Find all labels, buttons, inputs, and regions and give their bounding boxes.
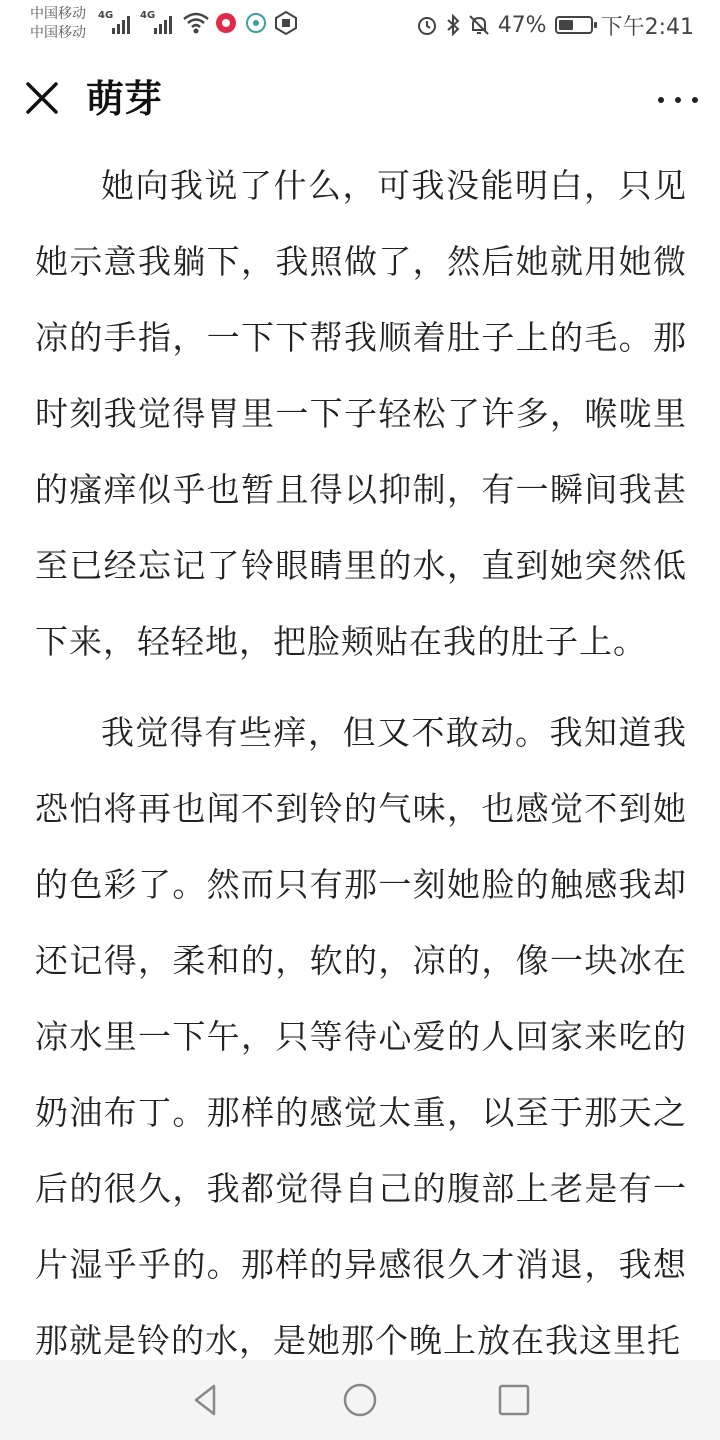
- article-paragraph: 她向我说了什么，可我没能明白，只见她示意我躺下，我照做了，然后她就用她微凉的手指，一下下帮我顺着肚子上的毛。那时刻我觉得胃里一下子轻松了许多，喉咙里的瘙痒似乎也暂且得以抑制，有一瞬间我甚至已经忘记了铃眼睛里的水，直到她突然低下来，轻轻地，把脸颊贴在我的肚子上。: [35, 166, 687, 661]
- status-right-group: [416, 10, 694, 40]
- battery-percent: 47%: [497, 12, 547, 38]
- app-notification-icon: [274, 10, 298, 36]
- network-2-label: 4G: [140, 10, 156, 21]
- more-icon: [658, 97, 664, 103]
- app-notification-icon: [214, 10, 238, 36]
- close-button[interactable]: [22, 78, 62, 118]
- carrier-2-label: 中国移动: [30, 25, 86, 41]
- recents-icon[interactable]: [494, 1380, 534, 1420]
- carrier-info: [30, 5, 86, 43]
- alarm-icon: [416, 14, 438, 36]
- bluetooth-icon: [446, 14, 460, 36]
- signal-icon: [142, 12, 174, 34]
- mute-icon: [468, 14, 490, 36]
- carrier-1-label: 中国移动: [30, 6, 86, 22]
- battery-icon: [555, 16, 593, 34]
- system-nav-bar: [0, 1360, 720, 1440]
- back-icon[interactable]: [186, 1380, 226, 1420]
- clock-time: 下午2:41: [600, 14, 694, 40]
- app-notification-icon: [244, 10, 268, 36]
- home-icon[interactable]: [340, 1380, 380, 1420]
- network-1-label: 4G: [98, 10, 114, 21]
- status-bar: [0, 0, 720, 50]
- article-content[interactable]: [35, 148, 687, 1360]
- more-button[interactable]: [656, 80, 700, 120]
- close-icon: [22, 78, 62, 118]
- wifi-icon: [182, 10, 210, 36]
- app-bar: [0, 50, 720, 150]
- page-title: 萌芽: [86, 77, 163, 121]
- signal-icon: [100, 12, 132, 34]
- article-paragraph: 我觉得有些痒，但又不敢动。我知道我恐怕将再也闻不到铃的气味，也感觉不到她的色彩了。然而只有那一刻她脸的触感我却还记得，柔和的，软的，凉的，像一块冰在凉水里一下午，只等待心爱的人回家来吃的奶油布丁。那样的感觉太重，以至于那天之后的很久，我都觉得自己的腹部上老是有一片湿乎乎的。那样的异感很久才消退，我想那就是铃的水，是她那个晚上放在我这里托: [35, 713, 687, 1360]
